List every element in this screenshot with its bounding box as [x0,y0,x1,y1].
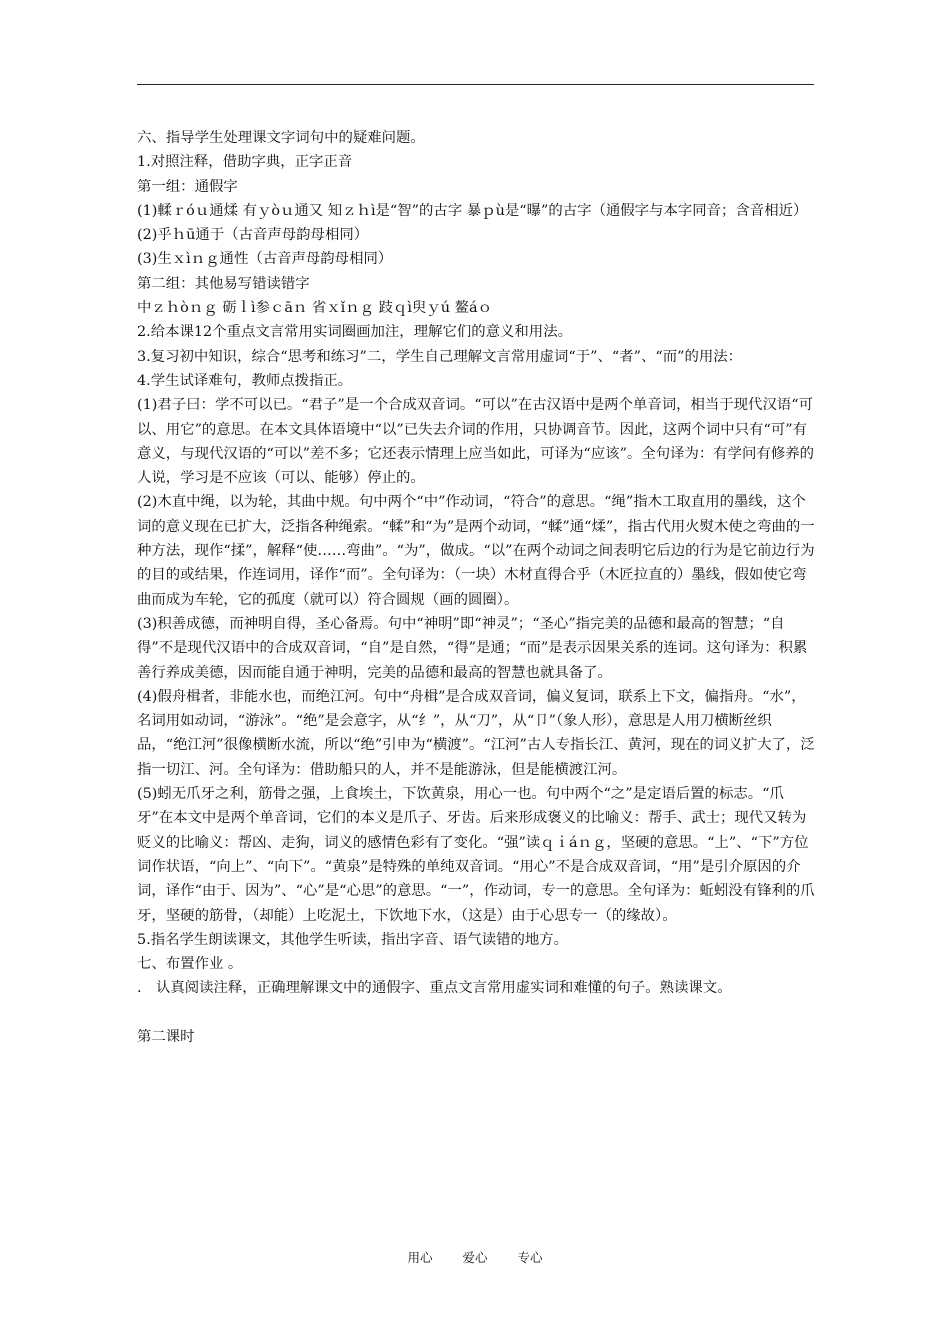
sentence-3: (3)积善成德，而神明自得，圣心备焉。句中“神明”即“神灵”；“圣心”指完美的品德和最高的智慧；“自得”不是现代汉语中的合成双音词，“自”是自然，“得”是通；“而”是表示因果关系的连词。这句译为：积累善行养成美德，因而能自通于神明，完美的品德和最高的智慧也就具备了。 [137,615,808,681]
step-5: 5.指名学生朗读课文，其他学生听读，指出字音、语气读错的地方。 [137,931,569,948]
step-1: 1.对照注释，借助字典，正字正音 [137,154,353,171]
document-body [137,126,817,1049]
blank-line [137,1001,817,1025]
footer-item: 专心 [517,1250,543,1265]
step-2: 2.给本课12个重点文言常用实词圈画加注，理解它们的意义和用法。 [137,324,572,341]
tongjia-item-1: (1)輮ｒóｕ通煣 有ｙòｕ通又 知ｚｈì是“智”的古字 暴ｐù是“曝”的古字（通假字与本字同音；含音相近） [137,202,808,219]
step-4: 4.学生试译难句，教师点拨指正。 [137,372,353,389]
footer-item: 用心 [407,1250,433,1265]
pronunciation-list: 中ｚｈòｎｇ 砺ｌì参ｃāｎ 省ｘǐｎｇ 跂ｑì臾ｙú 鳌áｏ [137,300,493,317]
page-footer [0,1249,950,1267]
sentence-4: (4)假舟楫者，非能水也，而绝江河。句中“舟楫”是合成双音词，偏义复词，联系上下文，偏指舟。“水”，名词用如动词，“游泳”。“绝”是会意字，从“纟”，从“刀”，从“卩”（象人形），意思是人用刀横断丝织品，“绝江河”很像横断水流，所以“绝”引申为“横渡”。“江河”古人专指长江、黄河，现在的词义扩大了，泛指一切江、河。全句译为：借助船只的人，并不是能游泳，但是能横渡江河。 [137,688,815,778]
step-3: 3.复习初中知识，综合“思考和练习”二，学生自己理解文言常用虚词“于”、“者”、“而”的用法： [137,348,743,365]
homework-item: . 认真阅读注释，正确理解课文中的通假字、重点文言常用虚实词和难懂的句子。熟读课文。 [137,980,732,997]
section-title-6: 六、指导学生处理课文字词句中的疑难问题。 [137,130,425,146]
sentence-1: (1)君子曰：学不可以已。“君子”是一个合成双音词。“可以”在古汉语中是两个单音词，相当于现代汉语“可以、用它”的意思。在本文具体语境中“以”已失去介词的作用，只协调音节。因此，这两个词中只有“可”有意义，与现代汉语的“可以”差不多；它还表示情理上应当如此，可译为“应该”。全句译为：有学问有修养的人说，学习是不应该（可以、能够）停止的。 [137,397,815,487]
sentence-2: (2)木直中绳，以为轮，其曲中规。句中两个“中”作动词，“符合”的意思。“绳”指木工取直用的墨线，这个词的意义现在已扩大，泛指各种绳索。“輮”和“为”是两个动词，“輮”通“煣”，指古代用火熨木使之弯曲的一种方法，现作“揉”，解释“使……弯曲”。“为”，做成。“以”在两个动词之间表明它后边的行为是它前边行为的目的或结果，作连词用，译作“而”。全句译为：（一块）木材直得合乎（木匠拉直的）墨线，假如使它弯曲而成为车轮，它的孤度（就可以）符合圆规（画的圆圈）。 [137,494,815,608]
header-rule [137,84,814,85]
footer-item: 爱心 [462,1250,488,1265]
section-heading: 第二课时 [137,1028,195,1045]
section-title-7: 七、布置作业 。 [137,956,243,973]
tongjia-item-3: (3)生ｘìｎｇ通性（古音声母韵母相同） [137,251,393,268]
sentence-5: (5)蚓无爪牙之利，筋骨之强，上食埃土，下饮黄泉，用心一也。句中两个“之”是定语后置的标志。“爪牙”在本文中是两个单音词，它们的本义是爪子、牙齿。后来形成褒义的比喻义：帮手、武士；现代又转为贬义的比喻义：帮凶、走狗，词义的感情色彩有了变化。“强”读ｑｉáｎｇ，坚硬的意思。“上”、“下”方位词作状语，“向上”、“向下”。“黄泉”是特殊的单纯双音词。“用心”不是合成双音词，“用”是引介原因的介词，译作“由于、因为”、“心”是“心思”的意思。“一”，作动词，专一的意思。全句译为：蚯蚓没有锋利的爪牙，坚硬的筋骨，（却能）上吃泥土，下饮地下水，（这是）由于心思专一（的缘故）。 [137,786,815,924]
tongjia-item-2: (2)乎ｈū通于（古音声母韵母相同） [137,227,369,244]
group-2-title: 第二组：其他易写错读错字 [137,275,310,292]
group-1-title: 第一组：通假字 [137,178,238,195]
